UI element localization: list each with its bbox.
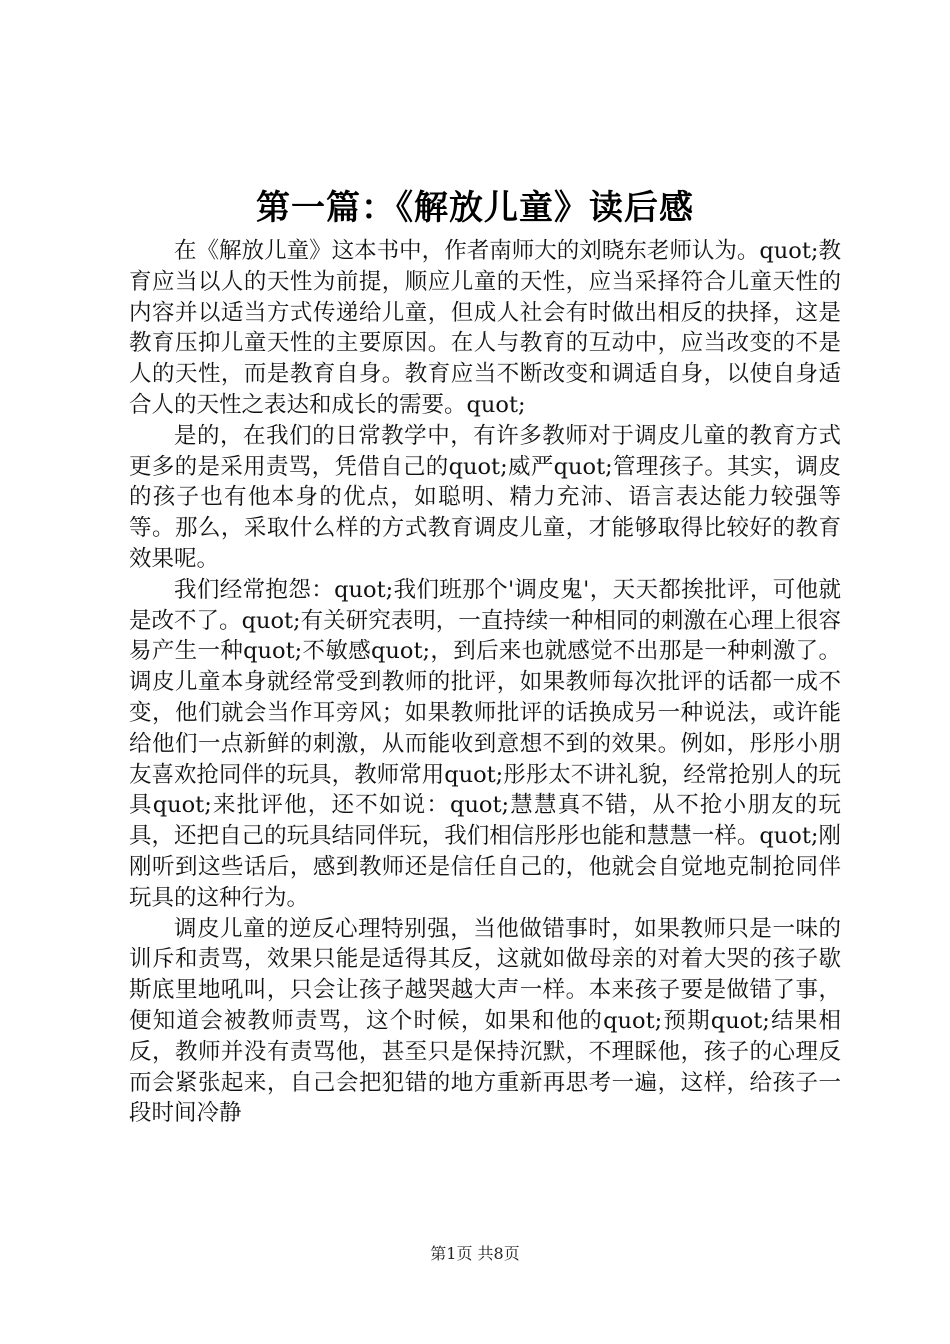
page-footer: 第1页 共8页 <box>430 1244 520 1263</box>
article-body <box>129 236 841 1129</box>
paragraph-2: 是的，在我们的日常教学中，有许多教师对于调皮儿童的教育方式更多的是采用责骂，凭借自己的quot;威严quot;管理孩子。其实，调皮的孩子也有他本身的优点，如聪明、精力充沛、语言表达能力较强等等。那么，采取什么样的方式教育调皮儿童，才能够取得比较好的教育效果呢。 <box>129 422 841 572</box>
page-title: 第一篇：《解放儿童》读后感 <box>256 188 694 228</box>
paragraph-1: 在《解放儿童》这本书中，作者南师大的刘晓东老师认为。quot;教育应当以人的天性为前提，顺应儿童的天性，应当采择符合儿童天性的内容并以适当方式传递给儿童，但成人社会有时做出相反的抉择，这是教育压抑儿童天性的主要原因。在人与教育的互动中，应当改变的不是人的天性，而是教育自身。教育应当不断改变和调适自身，以使自身适合人的天性之表达和成长的需要。quot; <box>129 238 841 418</box>
paragraph-4: 调皮儿童的逆反心理特别强，当他做错事时，如果教师只是一味的训斥和责骂，效果只能是适得其反，这就如做母亲的对着大哭的孩子歇斯底里地吼叫，只会让孩子越哭越大声一样。本来孩子要是做错了事，便知道会被教师责骂，这个时候，如果和他的quot;预期quot;结果相反，教师并没有责骂他，甚至只是保持沉默，不理睬他，孩子的心理反而会紧张起来，自己会把犯错的地方重新再思考一遍，这样，给孩子一段时间冷静 <box>129 915 841 1127</box>
paragraph-3: 我们经常抱怨：quot;我们班那个'调皮鬼'，天天都挨批评，可他就是改不了。quot;有关研究表明，一直持续一种相同的刺激在心理上很容易产生一种quot;不敏感quot;，到后来也就感觉不出那是一种刺激了。调皮儿童本身就经常受到教师的批评，如果教师每次批评的话都一成不变，他们就会当作耳旁风；如果教师批评的话换成另一种说法，或许能给他们一点新鲜的刺激，从而能收到意想不到的效果。例如，彤彤小朋友喜欢抢同伴的玩具，教师常用quot;彤彤太不讲礼貌，经常抢别人的玩具quot;来批评他，还不如说：quot;慧慧真不错，从不抢小朋友的玩具，还把自己的玩具结同伴玩，我们相信彤彤也能和慧慧一样。quot;刚刚听到这些话后，感到教师还是信任自己的，他就会自觉地克制抢同伴玩具的这种行为。 <box>129 576 841 911</box>
